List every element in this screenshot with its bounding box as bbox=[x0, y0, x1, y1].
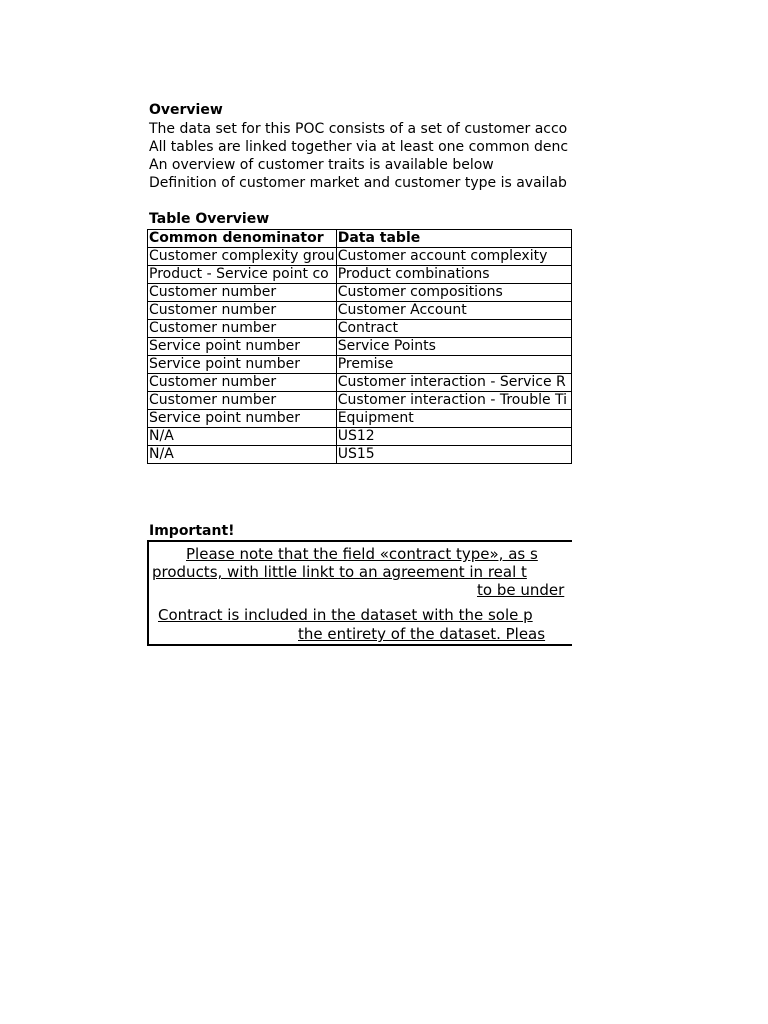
table-header-row bbox=[148, 230, 572, 248]
table-row bbox=[148, 302, 572, 320]
table-row bbox=[148, 374, 572, 392]
important-line-3: to be under bbox=[477, 581, 565, 599]
cell-common-denominator: Customer number bbox=[148, 302, 337, 320]
cell-data-table: Product combinations bbox=[336, 266, 571, 284]
table-row bbox=[148, 320, 572, 338]
cell-common-denominator: Product - Service point co bbox=[148, 266, 337, 284]
table-row bbox=[148, 446, 572, 464]
cell-common-denominator: Service point number bbox=[148, 356, 337, 374]
cell-common-denominator: N/A bbox=[148, 446, 337, 464]
cell-common-denominator: Service point number bbox=[148, 410, 337, 428]
table-overview-heading: Table Overview bbox=[149, 211, 270, 227]
table-row bbox=[148, 356, 572, 374]
table-row bbox=[148, 266, 572, 284]
cell-data-table: Customer interaction - Service R bbox=[336, 374, 571, 392]
important-line-2: products, with little linkt to an agreement in real t bbox=[152, 563, 527, 581]
cell-data-table: Equipment bbox=[336, 410, 571, 428]
cell-common-denominator: Customer complexity grou bbox=[149, 248, 335, 264]
cell-data-table: Customer Account bbox=[336, 302, 571, 320]
header-data-table: Data table bbox=[336, 230, 571, 248]
table-row bbox=[148, 410, 572, 428]
cell-data-table: Customer interaction - Trouble Ti bbox=[336, 392, 571, 410]
overview-heading: Overview bbox=[149, 102, 223, 118]
cell-common-denominator: Customer number bbox=[148, 374, 337, 392]
cell-common-denominator: Customer number bbox=[148, 284, 337, 302]
table-row bbox=[148, 248, 572, 266]
cell-common-denominator: Service point number bbox=[148, 338, 337, 356]
important-line-5: the entirety of the dataset. Pleas bbox=[298, 625, 546, 643]
table-row bbox=[148, 392, 572, 410]
cell-common-denominator: Customer number bbox=[148, 392, 337, 410]
table-row bbox=[148, 284, 572, 302]
cell-data-table: Service Points bbox=[336, 338, 571, 356]
table-row bbox=[148, 428, 572, 446]
overview-line-4: Definition of customer market and customer type is availab bbox=[149, 175, 567, 191]
cell-common-denominator: Customer number bbox=[148, 320, 337, 338]
cell-common-denominator: N/A bbox=[148, 428, 337, 446]
table-row bbox=[148, 338, 572, 356]
overview-line-3: An overview of customer traits is available below bbox=[149, 157, 494, 173]
cell-data-table: US12 bbox=[336, 428, 571, 446]
cell-data-table: US15 bbox=[336, 446, 571, 464]
header-common-denominator: Common denominator bbox=[148, 230, 337, 248]
cell-data-table: Customer compositions bbox=[336, 284, 571, 302]
important-heading: Important! bbox=[149, 523, 235, 539]
important-line-4: Contract is included in the dataset with the sole p bbox=[158, 606, 533, 624]
cell-data-table: Premise bbox=[336, 356, 571, 374]
cell-data-table: Customer account complexity bbox=[336, 248, 571, 266]
important-line-1: Please note that the field «contract type», as s bbox=[186, 545, 538, 563]
cell-data-table: Contract bbox=[336, 320, 571, 338]
table-overview bbox=[147, 229, 572, 464]
overview-line-1: The data set for this POC consists of a set of customer acco bbox=[149, 121, 568, 137]
overview-line-2: All tables are linked together via at least one common denc bbox=[149, 139, 569, 155]
